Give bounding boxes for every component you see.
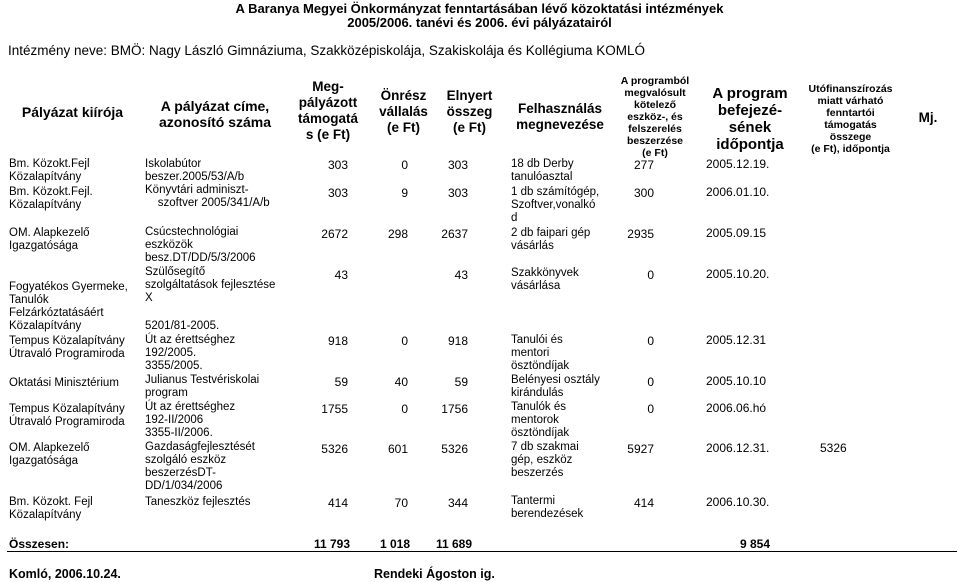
header-utofinansz: Utófinanszírozás miatt várható fenntartói támogatás összege (e Ft), időpontja [808, 83, 893, 155]
megvalosult-value: 0 [647, 402, 654, 416]
elnyert-value: 5326 [441, 442, 468, 456]
megvalosult-value: 0 [647, 334, 654, 348]
elnyert-value: 303 [447, 158, 468, 172]
befejezes-value: 2006.01.10. [706, 185, 770, 199]
document-title-line1: A Baranya Megyei Önkormányzat fenntartásában lévő közoktatási intézmények [235, 1, 724, 16]
onresz-value: 0 [401, 158, 408, 172]
felhasznalas-cell: 18 db Derby tanulóasztal [511, 158, 574, 183]
megvalosult-value: 0 [647, 268, 654, 282]
kiiro-cell: Bm. Közokt.Fejl. Közalapítvány [9, 186, 93, 211]
kiiro-cell: Bm. Közokt.Fejl Közalapítvány [9, 158, 90, 183]
onresz-value: 0 [401, 334, 408, 348]
elnyert-value: 344 [447, 496, 468, 510]
megpalyazott-value: 918 [327, 334, 348, 348]
cim-cell: Út az érettséghez 192-II/2006 3355-II/2006. [145, 401, 236, 439]
cim-cell: Taneszköz fejlesztés [145, 496, 251, 508]
megvalosult-value: 2935 [627, 227, 654, 241]
felhasznalas-cell: Szakkönyvek vásárlása [511, 267, 579, 292]
header-felhasznalas: Felhasználás megnevezése [516, 101, 604, 132]
document-title-line2: 2005/2006. tanévi és 2006. évi pályázatairól [347, 15, 612, 30]
header-befejezes: A program befejezé- sének időpontja [712, 85, 788, 153]
megpalyazott-value: 5326 [321, 442, 348, 456]
megpalyazott-value: 59 [334, 375, 348, 389]
elnyert-value: 59 [454, 375, 468, 389]
befejezes-value: 2005.10.10 [706, 374, 767, 388]
totals-label: Összesen: [9, 537, 70, 551]
elnyert-value: 918 [447, 334, 468, 348]
felhasznalas-cell: 2 db faipari gép vásárlás [511, 227, 591, 252]
megpalyazott-value: 303 [327, 158, 348, 172]
onresz-value: 40 [394, 375, 408, 389]
header-mj: Mj. [918, 110, 938, 125]
befejezes-value: 2006.12.31. [706, 441, 770, 455]
befejezes-value: 2005.10.20. [706, 267, 770, 281]
megpalyazott-value: 2672 [321, 227, 348, 241]
header-elnyert: Elnyert összeg (e Ft) [446, 88, 493, 135]
cim-cell: Julianus Testvériskolai program [145, 374, 260, 399]
elnyert-value: 43 [454, 268, 468, 282]
total-megvalosult: 9 854 [739, 537, 770, 551]
felhasznalas-cell: Tanulói és mentori ösztöndíjak [511, 334, 570, 372]
total-onresz: 1 018 [379, 537, 410, 551]
institution-name: Intézmény neve: BMÖ: Nagy László Gimnáziuma, Szakközépiskolája, Szakiskolája és Kollégiuma KOMLÓ [8, 43, 646, 58]
header-megvalosult: A programból megvalósult kötelező eszköz-, és felszerelés beszerzése (e Ft) [620, 75, 690, 159]
befejezes-value: 2005.12.31 [706, 333, 767, 347]
total-megpalyazott: 11 793 [313, 537, 350, 551]
place-date: Komló, 2006.10.24. [9, 567, 121, 581]
felhasznalas-cell: Tanulók és mentorok ösztöndíjak [511, 401, 570, 439]
total-elnyert: 11 689 [435, 537, 472, 551]
signer: Rendeki Ágoston ig. [374, 567, 495, 581]
megvalosult-value: 0 [647, 375, 654, 389]
elnyert-value: 303 [447, 186, 468, 200]
felhasznalas-cell: 7 db szakmai gép, eszköz beszerzés [511, 441, 579, 479]
onresz-value: 70 [394, 496, 408, 510]
felhasznalas-cell: Tantermi berendezések [511, 495, 584, 520]
elnyert-value: 2637 [441, 227, 468, 241]
kiiro-cell: Fogyatékos Gyermeke, Tanulók Felzárkóztatásáért Közalapítvány [9, 281, 128, 332]
cim-cell: Út az érettséghez 192/2005. 3355/2005. [145, 334, 236, 372]
cim-cell: Iskolabútor beszer.2005/53/A/b [145, 158, 245, 183]
kiiro-cell: OM. Alapkezelő Igazgatósága [9, 227, 90, 252]
onresz-value: 601 [387, 442, 408, 456]
onresz-value: 0 [401, 402, 408, 416]
megpalyazott-value: 303 [327, 186, 348, 200]
kiiro-cell: OM. Alapkezelő Igazgatósága [9, 442, 90, 467]
befejezes-value: 2005.09.15 [706, 226, 767, 240]
felhasznalas-cell: 1 db számítógép, Szoftver,vonalkó d [511, 186, 600, 224]
megvalosult-value: 5927 [627, 442, 654, 456]
megvalosult-value: 414 [633, 496, 654, 510]
cim-cell: Szülősegítő szolgáltatások fejlesztése X [145, 266, 276, 304]
cim-cell: Csúcstechnológiai eszközök besz.DT/DD/5/3/2006 [145, 226, 256, 264]
megvalosult-value: 300 [633, 186, 654, 200]
onresz-value: 9 [401, 186, 408, 200]
header-onresz: Önrész vállalás (e Ft) [379, 88, 428, 135]
megpalyazott-value: 43 [334, 268, 348, 282]
cim-cell: 5201/81-2005. [145, 320, 220, 332]
befejezes-value: 2006.10.30. [706, 495, 770, 509]
cim-cell: Könyvtári adminiszt- szoftver 2005/341/A/b [145, 184, 270, 209]
header-cim: A pályázat címe, azonosító száma [158, 98, 272, 130]
onresz-value: 298 [387, 227, 408, 241]
kiiro-cell: Bm. Közokt. Fejl Közalapítvány [9, 496, 93, 521]
megpalyazott-value: 1755 [321, 402, 348, 416]
totals-underline [7, 551, 957, 552]
befejezes-value: 2006.06.hó [706, 401, 767, 415]
befejezes-value: 2005.12.19. [706, 157, 770, 171]
header-megpalyazott: Meg- pályázott támogatá s (e Ft) [297, 79, 358, 142]
kiiro-cell: Oktatási Minisztérium [9, 377, 119, 389]
elnyert-value: 1756 [441, 402, 468, 416]
megvalosult-value: 277 [633, 158, 654, 172]
utofinansz-value: 5326 [820, 441, 847, 455]
header-kiiro: Pályázat kiírója [21, 104, 124, 120]
megpalyazott-value: 414 [327, 496, 348, 510]
cim-cell: Gazdaságfejlesztését szolgáló eszköz beszerzésDT- DD/1/034/2006 [145, 441, 255, 492]
felhasznalas-cell: Belényesi osztály kirándulás [511, 374, 600, 399]
kiiro-cell: Tempus Közalapítvány Útravaló Programiroda [9, 335, 125, 360]
kiiro-cell: Tempus Közalapítvány Útravaló Programiroda [9, 403, 125, 428]
